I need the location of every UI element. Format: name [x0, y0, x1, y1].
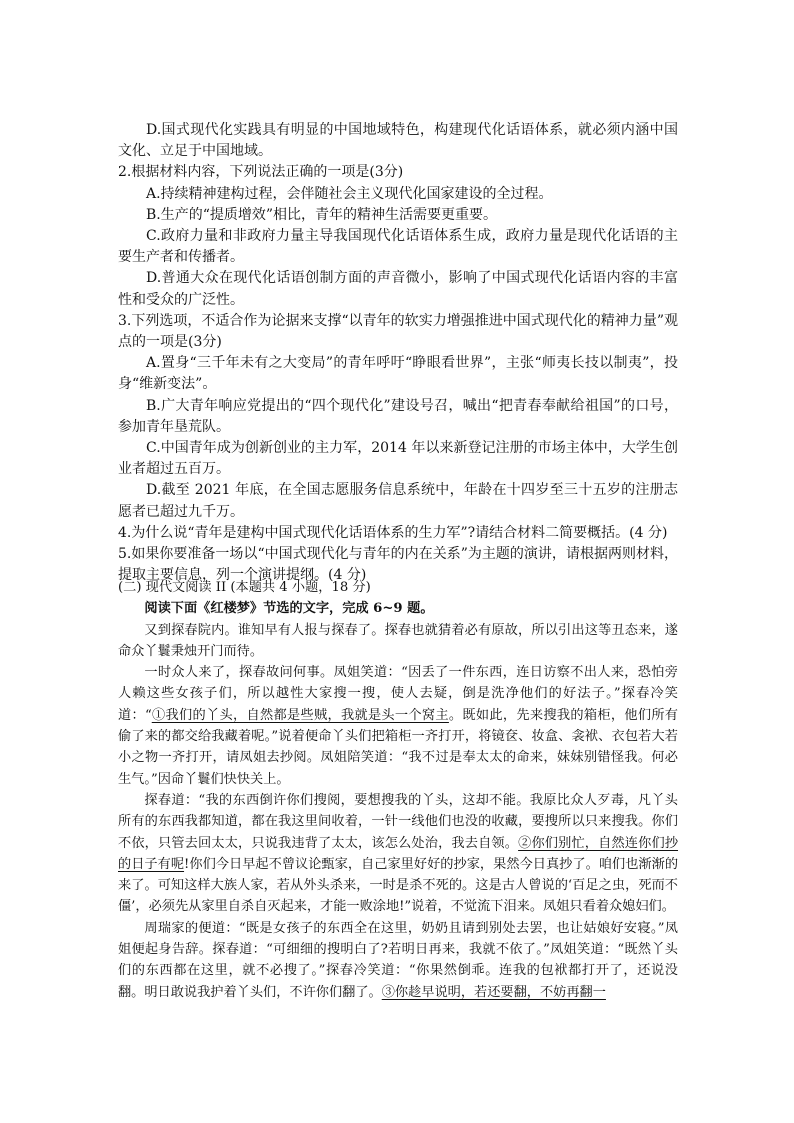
- q2-option-a: A.持续精神建构过程，会伴随社会主义现代化国家建设的全过程。: [146, 185, 553, 202]
- passage-text: 探春道：“我的东西倒许你们搜阅，要想搜我的丫头，这却不能。我原比众人歹毒，凡丫头所有的东西我都知道，都在我这里间收着，一针一线他们也没的收藏，要搜所以只来搜我。你们不依，只管去回太太，只说我违背了太太，该怎么处治，我去自领。: [118, 792, 678, 851]
- passage-paragraph-4: [118, 918, 678, 1003]
- q2-option-c: C.政府力量和非政府力量主导我国现代化话语体系生成，政府力量是现代化话语的主要生产者和传播者。: [118, 228, 678, 266]
- q5-question: 5.如果你要准备一场以“中国式现代化与青年的内在关系”为主题的演讲，请根据两则材料，提取主要信息，列一个演讲提纲。(4 分): [118, 546, 678, 584]
- underlined-sentence-3: ③你趁早说明，若还要翻，不妨再翻一: [381, 984, 606, 1000]
- q3-option-c: C.中国青年成为创新创业的主力军，2014 年以来新登记注册的市场主体中，大学生创业者超过五百万。: [118, 440, 678, 478]
- q3-option-d: D.截至 2021 年底，在全国志愿服务信息系统中，年龄在十四岁至三十五岁的注册志愿者已超过九千万。: [118, 482, 678, 520]
- section-title: (二) 现代文阅读 II (本题共 4 小题，18 分): [118, 580, 371, 595]
- q3-stem: 3.下列选项，不适合作为论据来支撑“以青年的软实力增强推进中国式现代化的精神力量”观点的一项是(3分): [118, 312, 678, 351]
- reading-instruction: 阅读下面《红楼梦》节选的文字，完成 6~9 题。: [144, 601, 434, 617]
- reading-one-questions: [118, 120, 678, 586]
- passage-text: 。既如此，先来搜我的箱柜，他们所有偷了来的都交给我藏着呢。”说着便命丫头们把箱柜一齐打开，将镜奁、妆盒、衾袱、衣包若大若小之物一齐打开，请凤姐去抄阅。凤姐陪笑道：“我不过是奉太太的命来，妹妹别错怪我。何必生气。”因命丫鬟们快快关上。: [118, 707, 678, 787]
- passage-text: 一时众人来了，探春故问何事。凤姐笑道：“因丢了一件东西，连日访察不出人来，恐怕旁人赖这些女孩子们，所以越性大家搜一搜，使人去疑，倒是洗净他们的好法子。”探春冷笑道：“: [118, 665, 678, 723]
- passage-paragraph-1: 又到探春院内。谁知早有人报与探春了。探春也就猜着必有原故，所以引出这等丑态来，遂命众丫鬟秉烛开门而待。: [118, 622, 678, 659]
- underlined-sentence-2: ②你们别忙，自然连你们抄的日子有呢: [118, 835, 679, 872]
- reading-two-passage: [118, 577, 678, 1003]
- passage-text: 周瑞家的便道：“既是女孩子的东西全在这里，奶奶且请到别处去罢，也让姑娘好安寝。”凤姐便起身告辞。探春道：“可细细的搜明白了?若明日再来，我就不依了。”凤姐笑道：“既然丫头们的东西都在这里，就不必搜了。”探春冷笑道：“你果然倒乖。连我的包袱都打开了，还说没翻。明日敢说我护着丫头们，不许你们翻了。: [118, 920, 678, 1000]
- passage-paragraph-3: [118, 790, 678, 918]
- q1-option-d: D.国式现代化实践具有明显的中国地域特色，构建现代化话语体系，就必须内涵中国文化、立足于中国地域。: [118, 122, 678, 160]
- q3-option-b: B.广大青年响应党提出的“四个现代化”建设号召，喊出“把青春奉献给祖国”的口号，参加青年垦荒队。: [118, 397, 678, 435]
- underlined-sentence-1: ①我们的丫头，自然都是些贼，我就是头一个窝主: [151, 707, 449, 723]
- q3-option-a: A.置身“三千年未有之大变局”的青年呼吁“睁眼看世界”，主张“师夷长技以制夷”，投身“维新变法”。: [118, 355, 678, 393]
- q4-question: 4.为什么说“青年是建构中国式现代化话语体系的生力军”?请结合材料二简要概括。(4 分): [118, 524, 668, 541]
- q2-stem: 2.根据材料内容，下列说法正确的一项是(3分): [118, 164, 404, 181]
- passage-text: !你们今日早起不曾议论甄家，自己家里好好的抄家，果然今日真抄了。咱们也渐渐的来了。可知这样大族人家，若从外头杀来，一时是杀不死的。这是古人曾说的‘百足之虫，死而不僵’，必须先从家里自杀自灭起来，才能一败涂地!”说着，不觉流下泪来。凤姐只看着众媳妇们。: [118, 856, 679, 915]
- q2-option-d: D.普通大众在现代化话语创制方面的声音微小，影响了中国式现代化话语内容的丰富性和受众的广泛性。: [118, 270, 678, 308]
- passage-paragraph-2: [118, 662, 678, 790]
- q2-option-b: B.生产的“提质增效”相比，青年的精神生活需要更重要。: [146, 206, 498, 223]
